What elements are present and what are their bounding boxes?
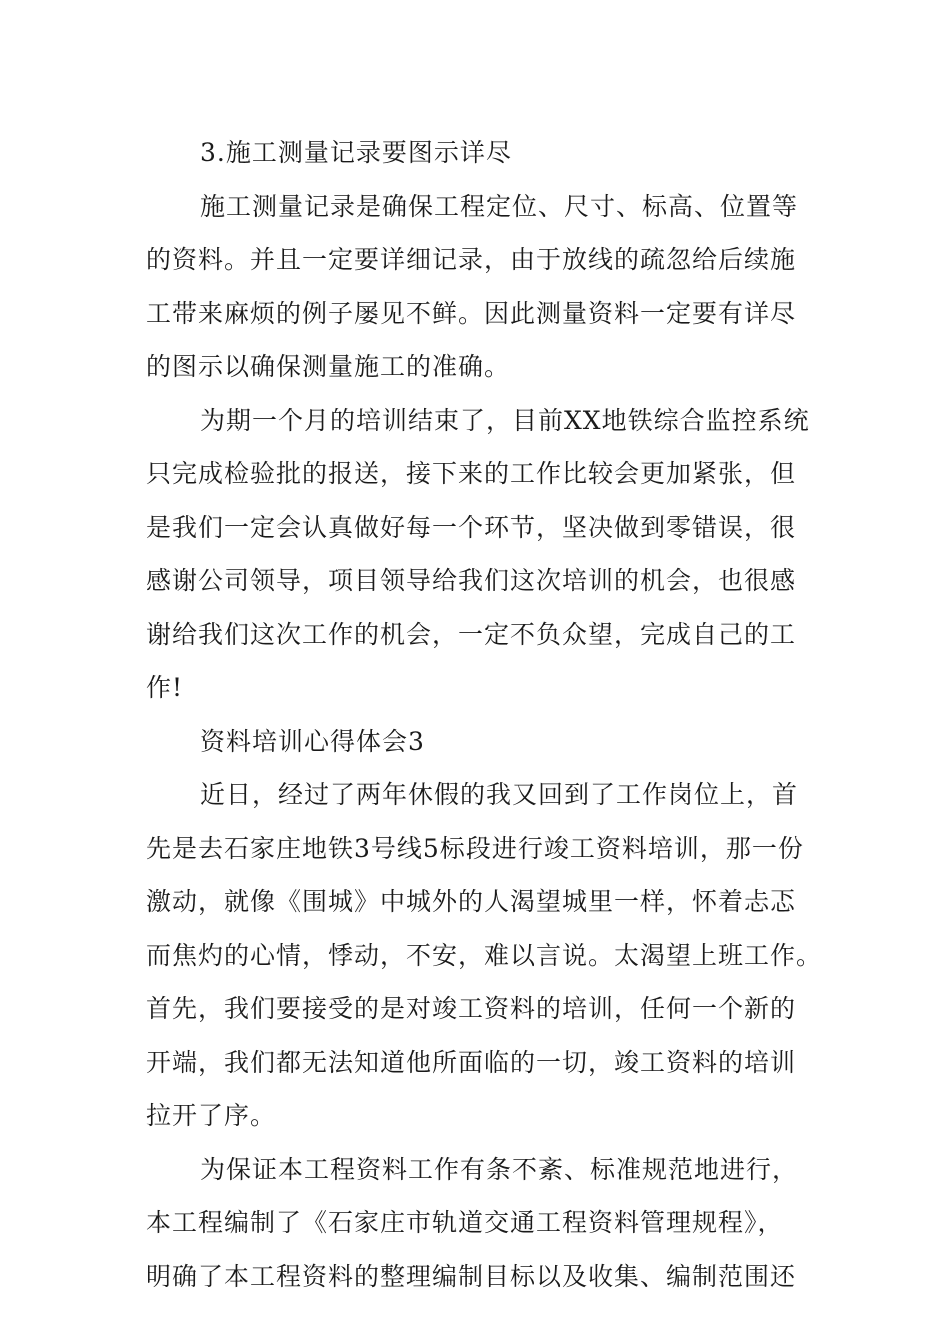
text-line: 的资料。并且一定要详细记录，由于放线的疏忽给后续施 (146, 245, 797, 274)
text-line: 激动，就像《围城》中城外的人渴望城里一样，怀着忐忑 (146, 887, 797, 916)
text-line: 是我们一定会认真做好每一个环节，坚决做到零错误，很 (146, 512, 797, 542)
text-line: 只完成检验批的报送，接下来的工作比较会更加紧张，但 (146, 459, 797, 488)
text-line: 作! (146, 673, 184, 702)
text-line: 明确了本工程资料的整理编制目标以及收集、编制范围还 (146, 1261, 797, 1291)
text-line: 为保证本工程资料工作有条不紊、标准规范地进行， (200, 1154, 799, 1184)
text-line: 施工测量记录是确保工程定位、尺寸、标高、位置等 (200, 191, 799, 221)
text-line: 工带来麻烦的例子屡见不鲜。因此测量资料一定要有详尽 (146, 298, 797, 328)
paragraph (146, 394, 810, 715)
text-line: 先是去石家庄地铁3号线5标段进行竣工资料培训，那一份 (146, 833, 804, 863)
text-line: 为期一个月的培训结束了，目前XX地铁综合监控系统 (200, 405, 810, 435)
text-line: 近日，经过了两年休假的我又回到了工作岗位上，首 (200, 780, 799, 809)
text-line: 拉开了序。 (146, 1101, 277, 1130)
paragraph (146, 1143, 806, 1304)
section-heading: 资料培训心得体会3 (200, 726, 425, 756)
paragraph (146, 180, 806, 394)
text-line: 首先，我们要接受的是对竣工资料的培训，任何一个新的 (146, 994, 797, 1023)
text-line: 感谢公司领导，项目领导给我们这次培训的机会，也很感 (146, 566, 797, 595)
document-body (146, 126, 823, 1303)
text-line: 而焦灼的心情，悸动，不安，难以言说。太渴望上班工作。 (146, 940, 823, 970)
text-line: 的图示以确保测量施工的准确。 (146, 352, 511, 381)
text-line: 开端，我们都无法知道他所面临的一切，竣工资料的培训 (146, 1047, 797, 1077)
section-heading: 3.施工测量记录要图示详尽 (200, 138, 512, 167)
text-line: 本工程编制了《石家庄市轨道交通工程资料管理规程》， (146, 1208, 784, 1237)
paragraph (146, 768, 823, 1143)
text-line: 谢给我们这次工作的机会，一定不负众望，完成自己的工 (146, 619, 797, 649)
